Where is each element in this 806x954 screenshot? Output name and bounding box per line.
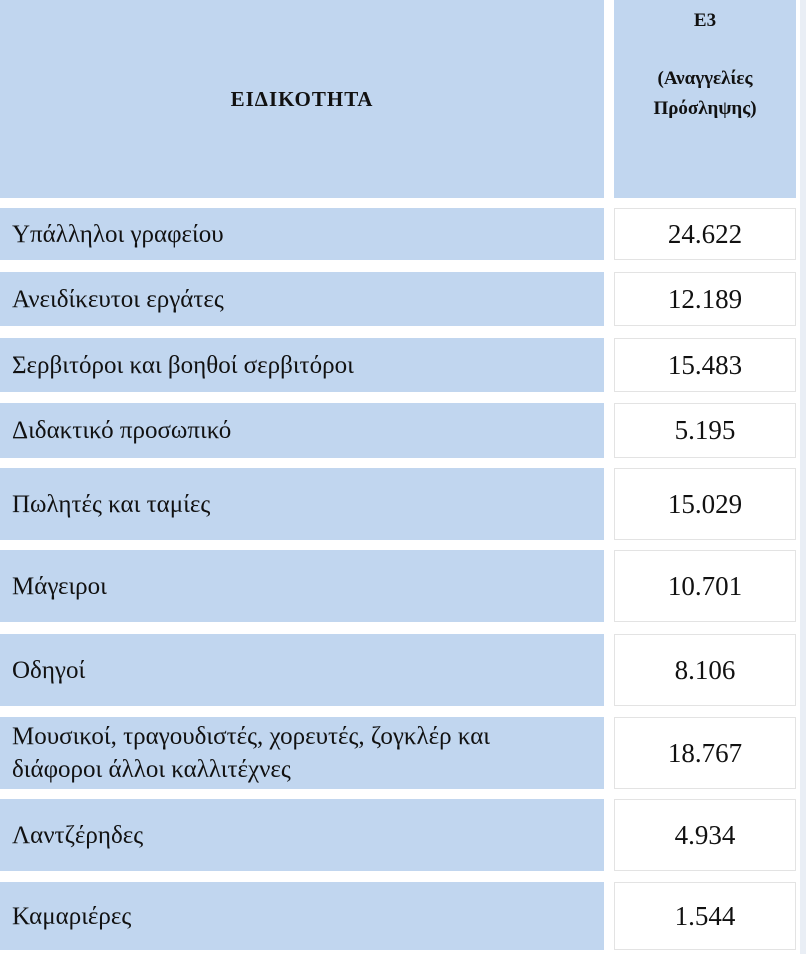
header-value-code: Ε3 bbox=[693, 10, 717, 31]
table-row-label bbox=[0, 634, 604, 706]
row-label-text: Σερβιτόροι και βοηθοί σερβιτόροι bbox=[12, 351, 354, 379]
table-row-value bbox=[614, 468, 796, 540]
row-label-text: Πωλητές και ταμίες bbox=[12, 490, 211, 518]
table-row-value bbox=[614, 717, 796, 789]
row-value-text: 18.767 bbox=[667, 737, 743, 768]
row-value-text: 4.934 bbox=[674, 819, 736, 850]
header-value-cell bbox=[614, 0, 796, 198]
table-row-label bbox=[0, 717, 604, 789]
table-row-label bbox=[0, 799, 604, 871]
row-value-text: 10.701 bbox=[667, 570, 743, 601]
table-row-label bbox=[0, 550, 604, 622]
row-label-text: Καμαριέρες bbox=[12, 902, 132, 930]
table-row-value bbox=[614, 403, 796, 458]
table-row-label bbox=[0, 272, 604, 326]
table-row-value bbox=[614, 550, 796, 622]
row-value-text: 5.195 bbox=[674, 415, 736, 445]
table-row-value bbox=[614, 882, 796, 950]
row-value-text: 15.483 bbox=[667, 349, 743, 380]
table-row-label bbox=[0, 208, 604, 260]
row-label-text: Διδακτικό προσωπικό bbox=[12, 417, 232, 444]
row-value-text: 8.106 bbox=[674, 654, 736, 685]
table-row-label bbox=[0, 403, 604, 458]
row-label-text: Οδηγοί bbox=[12, 656, 86, 684]
row-value-text: 12.189 bbox=[667, 283, 743, 314]
header-value-description: (Αναγγελίες Πρόσληψης) bbox=[653, 68, 757, 119]
row-value-text: 24.622 bbox=[667, 218, 743, 249]
table-row-value bbox=[614, 208, 796, 260]
table-row-label bbox=[0, 468, 604, 540]
table-row-value bbox=[614, 272, 796, 326]
table-row-value bbox=[614, 338, 796, 392]
table-row-value bbox=[614, 634, 796, 706]
row-value-text: 1.544 bbox=[674, 900, 736, 931]
header-specialty-cell bbox=[0, 0, 604, 198]
row-value-text: 15.029 bbox=[667, 488, 743, 519]
table-right-edge bbox=[800, 0, 806, 954]
row-label-text: Μάγειροι bbox=[12, 572, 107, 600]
header-specialty-label: ΕΙΔΙΚΟΤΗΤΑ bbox=[230, 86, 374, 111]
table-row-label bbox=[0, 338, 604, 392]
row-label-text: Ανειδίκευτοι εργάτες bbox=[12, 285, 224, 313]
row-label-text: Λαντζέρηδες bbox=[12, 821, 144, 849]
row-label-text: Μουσικοί, τραγουδιστές, χορευτές, ζογκλέρ και διάφοροι άλλοι καλλιτέχνες bbox=[12, 723, 491, 783]
row-label-text: Υπάλληλοι γραφείου bbox=[12, 220, 224, 248]
table-row-value bbox=[614, 799, 796, 871]
table-row-label bbox=[0, 882, 604, 950]
